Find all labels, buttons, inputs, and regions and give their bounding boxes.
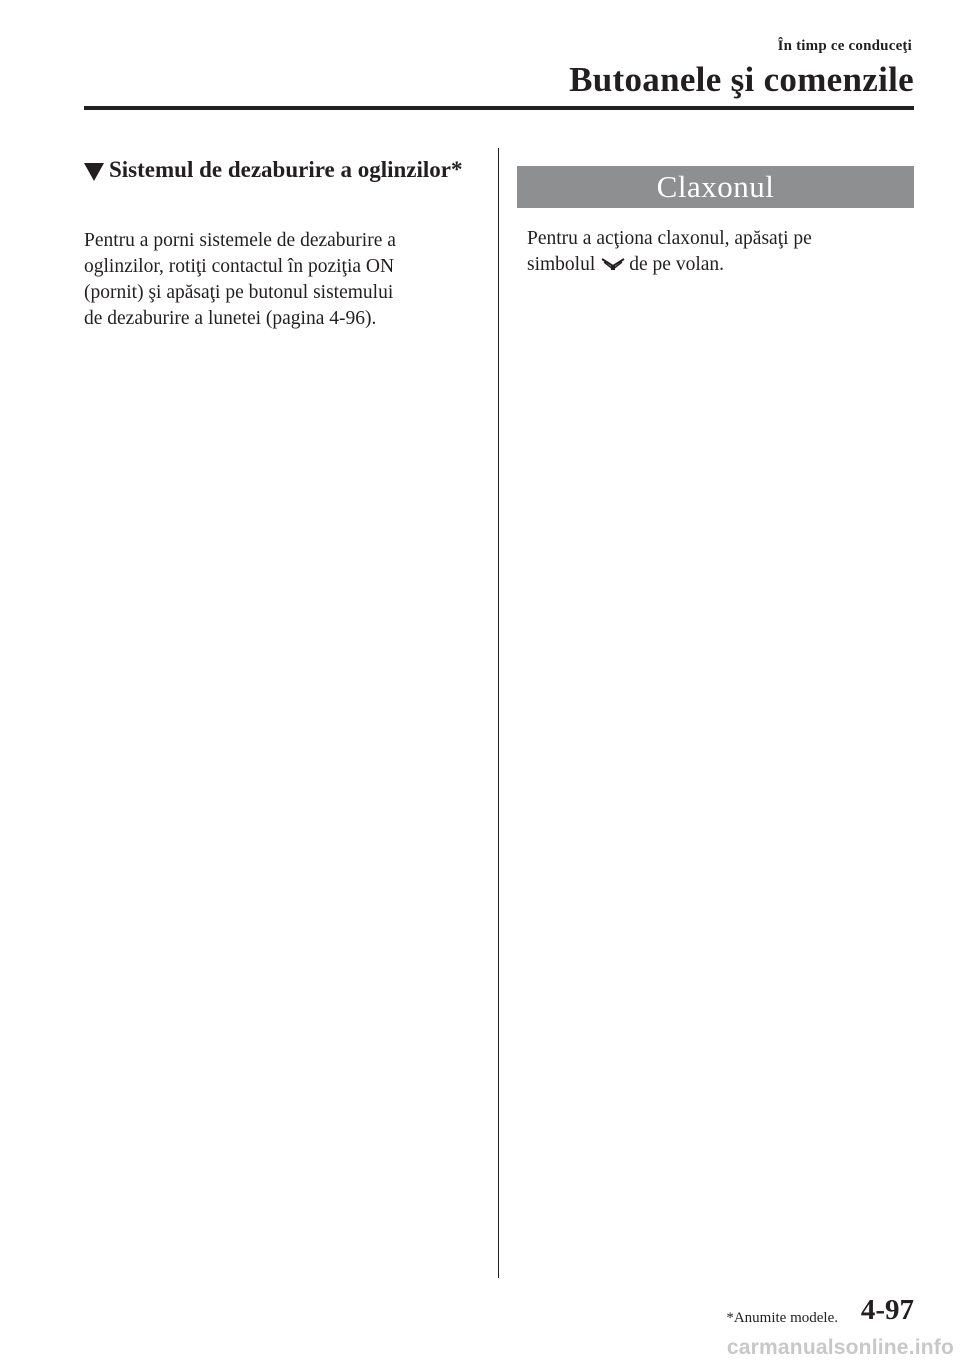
right-paragraph-line2-end: de pe volan. [629,254,725,275]
right-paragraph-line2-start: simbolul [527,254,596,275]
section-banner: Claxonul [517,166,914,208]
section-heading [84,156,484,184]
page-number: 4-97 [860,1294,914,1326]
header-subtitle: În timp ce conduceţi [777,38,912,54]
watermark: carmanualsonline.info [726,1336,954,1359]
left-paragraph-line: Pentru a porni sistemele de dezaburire a [84,230,396,251]
left-paragraph-line: oglinzilor, rotiţi contactul în poziţia ON [84,256,395,277]
right-paragraph [527,226,917,278]
left-paragraph-line: (pornit) şi apăsaţi pe butonul sistemului [84,282,394,303]
header-rule [84,106,914,110]
column-divider [498,148,499,1278]
triangle-icon [84,163,104,181]
left-paragraph [84,228,474,332]
horn-icon [600,257,626,271]
right-paragraph-line1: Pentru a acţiona claxonul, apăsaţi pe [527,228,812,249]
footer-note: *Anumite modele. [726,1310,838,1326]
page-title: Butoanele şi comenzile [569,60,914,99]
section-heading-text: Sistemul de dezaburire a oglinzilor* [109,157,463,182]
left-paragraph-line: de dezaburire a lunetei (pagina 4-96). [84,308,377,329]
